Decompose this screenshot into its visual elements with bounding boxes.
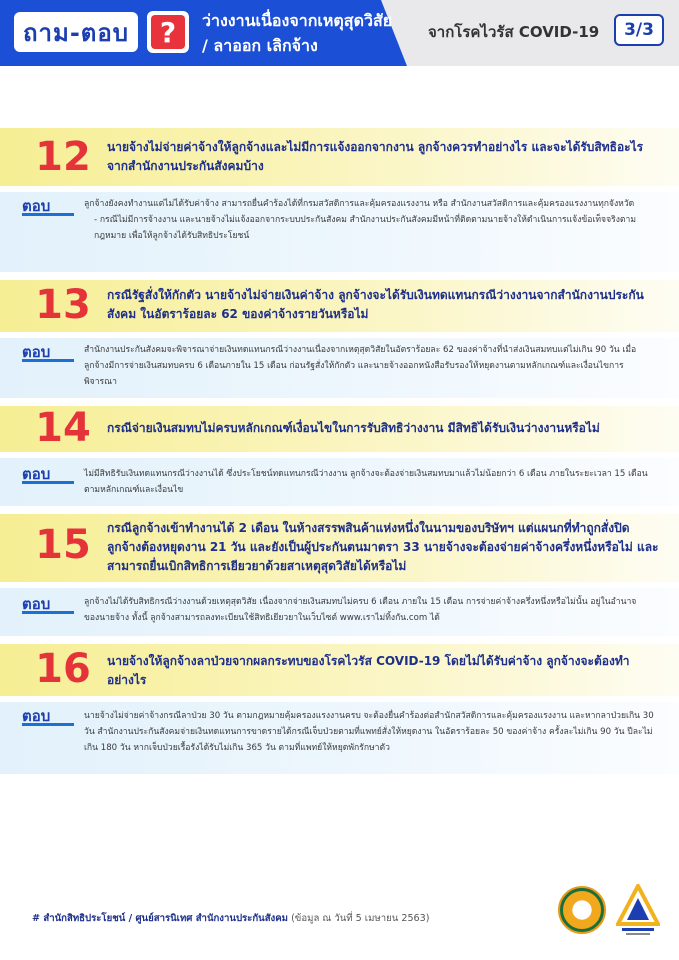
answer-15-band	[0, 588, 679, 636]
answer-text	[84, 342, 649, 390]
answer-14-band	[0, 458, 679, 506]
answer-label: ตอบ	[22, 704, 74, 726]
page-header	[0, 0, 679, 66]
qa-title-badge: ถาม-ตอบ	[14, 12, 138, 52]
question-number: 15	[35, 522, 91, 568]
answer-label: ตอบ	[22, 592, 74, 614]
answer-12-band	[0, 192, 679, 272]
footer-source	[32, 911, 430, 926]
footer-date: (ข้อมูล ณ วันที่ 5 เมษายน 2563)	[291, 913, 430, 924]
answer-text	[84, 708, 657, 756]
question-13-band	[0, 280, 679, 332]
question-16-band	[0, 644, 679, 696]
answer-13-band	[0, 338, 679, 398]
page-number-badge: 3/3	[614, 14, 664, 46]
question-text: นายจ้างให้ลูกจ้างลาป่วยจากผลกระทบของโรคไวรัส COVID-19 โดยไม่ได้รับค่าจ้าง ลูกจ้างจะต้องทำอย่างไร	[107, 654, 630, 687]
header-title-line1: ว่างงานเนื่องจากเหตุสุดวิสัย	[202, 11, 393, 30]
header-title	[202, 8, 422, 58]
answer-paragraph: ลูกจ้างไม่ได้รับสิทธิกรณีว่างงานด้วยเหตุสุดวิสัย เนื่องจากจ่ายเงินสมทบไม่ครบ 6 เดือน ภายใน 15 เดือน การจ่ายค่าจ้างครึ่งหนึ่งหรือไม่นั้น อยู่ในอำนาจของนายจ้าง ทั้งนี้ ลูกจ้างสามารถลงทะเบียนใช้สิทธิเยียวยาในเว็บไซต์ www.เราไม่ทิ้งกัน.com ได้	[84, 597, 637, 623]
question-14-band	[0, 406, 679, 452]
question-text: นายจ้างไม่จ่ายค่าจ้างให้ลูกจ้างและไม่มีการแจ้งออกจากงาน ลูกจ้างควรทำอย่างไร และจะได้รับสิทธิอะไรจากสำนักงานประกันสังคมบ้าง	[107, 140, 644, 173]
sso-logo	[616, 884, 660, 938]
question-number: 13	[35, 282, 91, 328]
question-text: กรณีรัฐสั่งให้กักตัว นายจ้างไม่จ่ายเงินค่าจ้าง ลูกจ้างจะได้รับเงินทดแทนกรณีว่างงานจากสำนักงานประกันสังคม ในอัตราร้อยละ 62 ของค่าจ้างรายวันหรือไม่	[107, 288, 644, 321]
header-title-line2: / ลาออก เลิกจ้าง	[202, 36, 318, 55]
answer-paragraph: ลูกจ้างยังคงทำงานแต่ไม่ได้รับค่าจ้าง สามารถยื่นคำร้องได้ที่กรมสวัสดิการและคุ้มครองแรงงาน หรือ สำนักงานสวัสดิการและคุ้มครองแรงงานทุกจังหวัด	[84, 199, 635, 209]
answer-paragraph: ไม่มีสิทธิรับเงินทดแทนกรณีว่างงานได้ ซึ่งประโยชน์ทดแทนกรณีว่างงาน ลูกจ้างจะต้องจ่ายเงินสมทบมาแล้วไม่น้อยกว่า 6 เดือน ภายในระยะเวลา 15 เดือน ตามหลักเกณฑ์และเงื่อนไข	[84, 469, 648, 495]
answer-paragraph: นายจ้างไม่จ่ายค่าจ้างกรณีลาป่วย 30 วัน ตามกฎหมายคุ้มครองแรงงานครบ จะต้องยื่นคำร้องต่อสำนักสวัสดิการและคุ้มครองแรงงาน และหากลาป่วยเกิน 30 วัน สำนักงานประกันสังคมจ่ายเงินทดแทนการขาดรายได้กรณีเจ็บป่วยตามที่แพทย์สั่งให้หยุดงาน ในอัตราร้อยละ 50 ของค่าจ้าง ครั้งละไม่เกิน 90 วัน ปีละไม่เกิน 180 วัน หากเจ็บป่วยเรื้อรังได้รับไม่เกิน 365 วัน ตามที่แพทย์ให้หยุดพักรักษาตัว	[84, 711, 654, 753]
ministry-seal-logo	[558, 886, 606, 934]
answer-text	[84, 466, 649, 498]
question-mark-icon: ?	[147, 11, 189, 53]
answer-text	[84, 196, 649, 244]
answer-label: ตอบ	[22, 340, 74, 362]
answer-label: ตอบ	[22, 194, 74, 216]
answer-paragraph: - กรณีไม่มีการจ้างงาน และนายจ้างไม่แจ้งออกจากระบบประกันสังคม สำนักงานประกันสังคมมีหน้าที่ติดตามนายจ้างให้ดำเนินการแจ้งข้อเท็จจริงตามกฎหมาย เพื่อให้ลูกจ้างได้รับสิทธิประโยชน์	[94, 215, 637, 241]
question-text: กรณีจ่ายเงินสมทบไม่ครบหลักเกณฑ์เงื่อนไขในการรับสิทธิว่างงาน มีสิทธิได้รับเงินว่างงานหรือไม่	[107, 421, 600, 435]
covid-label: จากโรคไวรัส COVID-19	[428, 23, 600, 41]
question-text: กรณีลูกจ้างเข้าทำงานได้ 2 เดือน ในห้างสรรพสินค้าแห่งหนึ่งในนามของบริษัทฯ แต่แผนกที่ทำถูกสั่งปิด ลูกจ้างต้องหยุดงาน 21 วัน และยังเป็นผู้ประกันตนมาตรา 33 นายจ้างจะต้องจ่ายค่าจ้างครึ่งหนึ่งหรือไม่ และสามารถยื่นเบิกสิทธิการเยียวยาด้วยสาเหตุสุดวิสัยได้หรือไม่	[107, 521, 659, 573]
question-number: 16	[35, 646, 91, 692]
question-15-band	[0, 514, 679, 582]
question-number: 14	[35, 405, 91, 451]
question-number: 12	[35, 134, 91, 180]
answer-label: ตอบ	[22, 462, 74, 484]
footer-source-text: # สำนักสิทธิประโยชน์ / ศูนย์สารนิเทศ สำนักงานประกันสังคม	[32, 913, 288, 924]
question-12-band	[0, 128, 679, 186]
answer-paragraph: สำนักงานประกันสังคมจะพิจารณาจ่ายเงินทดแทนกรณีว่างงานเนื่องจากเหตุสุดวิสัยในอัตราร้อยละ 62 ของค่าจ้างที่นำส่งเงินสมทบแต่ไม่เกิน 90 วัน เมื่อลูกจ้างมีการจ่ายเงินสมทบครบ 6 เดือนภายใน 15 เดือน ก่อนรัฐสั่งให้กักตัว และนายจ้างออกหนังสือรับรองให้หยุดงานตามหลักเกณฑ์และเงื่อนไขการพิจารณา	[84, 345, 637, 387]
answer-16-band	[0, 702, 679, 774]
answer-text	[84, 594, 649, 626]
